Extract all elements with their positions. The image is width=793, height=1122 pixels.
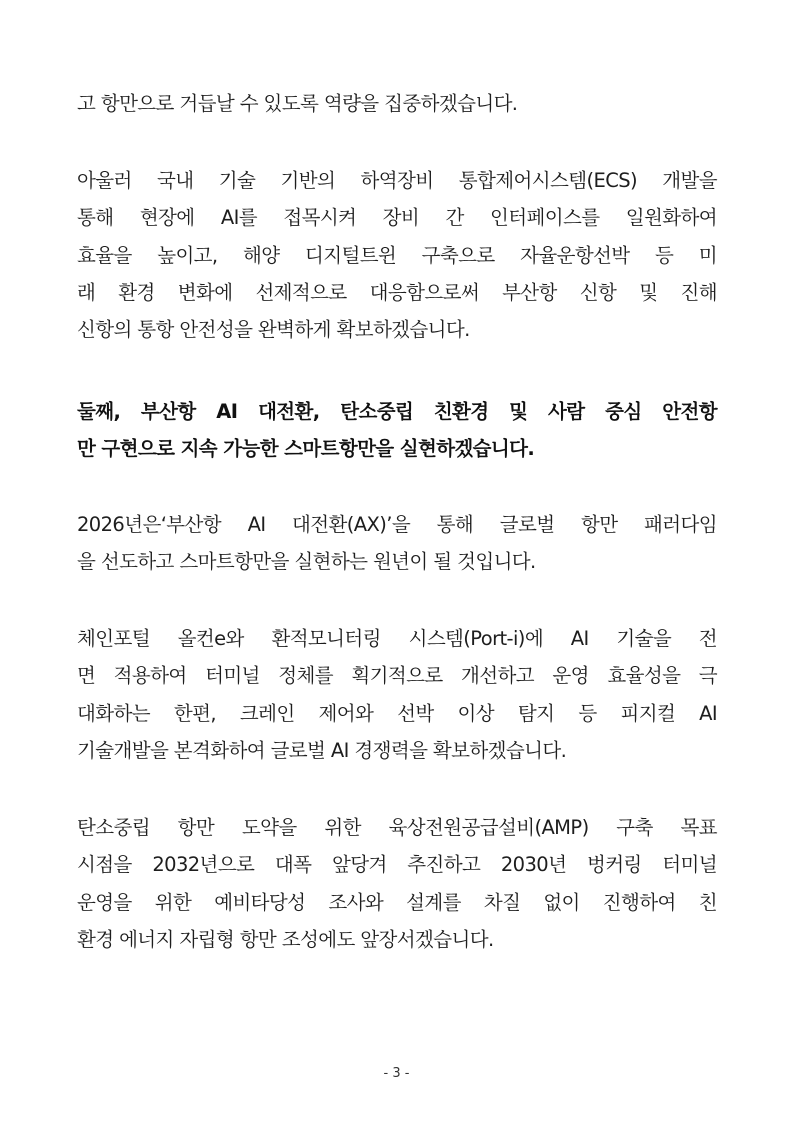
- text-line: 대화하는 한편, 크레인 제어와 선박 이상 탐지 등 피지컬 AI: [77, 701, 717, 725]
- text-line: 기술개발을 본격화하여 글로벌 AI 경쟁력을 확보하겠습니다.: [77, 738, 567, 762]
- text-line: 면 적용하여 터미널 정체를 획기적으로 개선하고 운영 효율성을 극: [77, 664, 717, 688]
- text-line: 탄소중립 항만 도약을 위한 육상전원공급설비(AMP) 구축 목표: [77, 816, 717, 839]
- text-line: 효율을 높이고, 해양 디지털트윈 구축으로 자율운항선박 등 미: [77, 243, 717, 267]
- text-line: 체인포털 올컨e와 환적모니터링 시스템(Port-i)에 AI 기술을 전: [77, 627, 717, 650]
- section-heading-second: [77, 393, 717, 468]
- text-line: 시점을 2032년으로 대폭 앞당겨 추진하고 2030년 벙커링 터미널: [77, 853, 717, 877]
- paragraph-port-i-ai: [77, 620, 717, 769]
- paragraph-carbon-neutral: [77, 809, 717, 958]
- heading-line: 만 구현으로 지속 가능한 스마트항만을 실현하겠습니다.: [77, 437, 535, 461]
- text-line: 통해 현장에 AI를 접목시켜 장비 간 인터페이스를 일원화하여: [77, 206, 717, 230]
- text-line: 신항의 통항 안전성을 완벽하게 확보하겠습니다.: [77, 318, 470, 342]
- text-line: 운영을 위한 예비타당성 조사와 설계를 차질 없이 진행하여 친: [77, 890, 717, 914]
- paragraph-ecs-digital-twin: [77, 162, 717, 348]
- text-line: 래 환경 변화에 선제적으로 대응함으로써 부산항 신항 및 진해: [77, 280, 717, 304]
- paragraph-ai-transformation: [77, 506, 717, 581]
- text-line: 을 선도하고 스마트항만을 실현하는 원년이 될 것입니다.: [77, 550, 536, 574]
- heading-line: 둘째, 부산항 AI 대전환, 탄소중립 친환경 및 사람 중심 안전항: [77, 400, 717, 423]
- text-line: 환경 에너지 자립형 항만 조성에도 앞장서겠습니다.: [77, 927, 494, 951]
- page-number: - 3 -: [383, 1066, 410, 1081]
- text-line: 2026년은‘부산항 AI 대전환(AX)’을 통해 글로벌 항만 패러다임: [77, 513, 717, 536]
- paragraph-continuation: [77, 85, 717, 122]
- text-line: 고 항만으로 거듭날 수 있도록 역량을 집중하겠습니다.: [77, 92, 518, 115]
- text-line: 아울러 국내 기술 기반의 하역장비 통합제어시스템(ECS) 개발을: [77, 169, 717, 192]
